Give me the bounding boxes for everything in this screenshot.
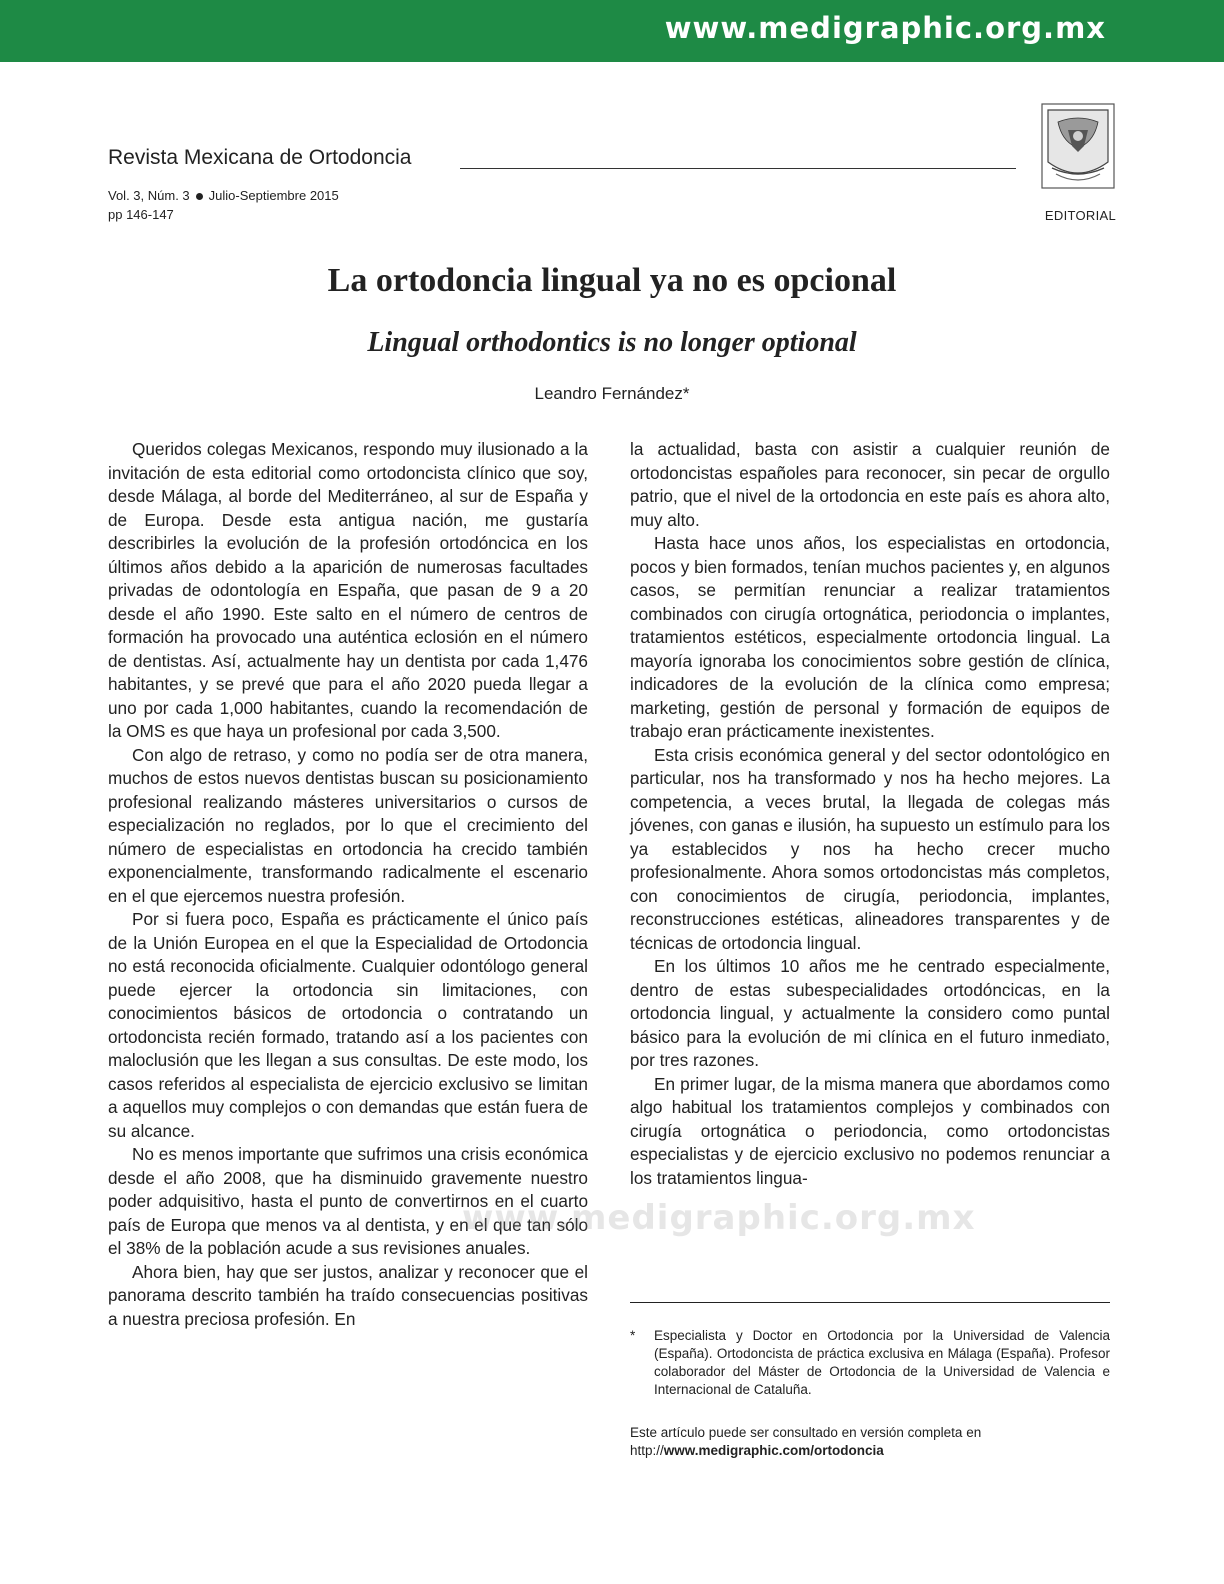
article-subtitle: Lingual orthodontics is no longer optional [367,327,857,358]
footnote-rule [630,1302,1110,1303]
paragraph: En primer lugar, de la misma manera que abordamos como algo habitual los tratamientos complejos y combinados con cirugía ortognática o periodoncia, como ortodoncistas especialistas y de ejercicio exclusivo no podemos renunciar a los tratamientos lingua- [630,1073,1110,1188]
footnote [630,1327,1110,1399]
university-seal-icon [1038,102,1118,190]
volume-number: Vol. 3, Núm. 3 [108,188,190,203]
access-text: Este artículo puede ser consultado en versión completa en [630,1425,982,1440]
paragraph-continuation: la actualidad, basta con asistir a cualquier reunión de ortodoncistas españoles para reconocer, sin pecar de orgullo patrio, que el nivel de la ortodoncia en este país es ahora alto, muy alto. [630,439,1110,530]
bullet-dot [196,193,203,200]
footnote-text: Especialista y Doctor en Ortodoncia por la Universidad de Valencia (España). Ortodoncista de práctica exclusiva en Málaga (España). Profesor colaborador del Máster de Ortodoncia de la Universidad de Valencia e Internacional de Cataluña. [654,1328,1110,1397]
issue-info [108,186,339,224]
paragraph: No es menos importante que sufrimos una crisis económica desde el año 2008, que ha disminuido gravemente nuestro poder adquisitivo, hasta el punto de convertirnos en el cuarto país de Europa que menos va al dentista, y en el que tan sólo el 38% de la población acude a sus revisiones anuales. [108,1144,588,1258]
access-link-prefix: http:// [630,1443,664,1458]
paragraph: Hasta hace unos años, los especialistas en ortodoncia, pocos y bien formados, tenían muchos pacientes y, en algunos casos, se permitían renunciar a realizar tratamientos combinados con cirugía ortognática, periodoncia o implantes, tratamientos estéticos, especialmente ortodoncia lingual. La mayoría ignoraba los conocimientos sobre gestión de clínica, indicadores de la evolución de la clínica como empresa; marketing, gestión de personal y formación de equipos de trabajo eran prácticamente inexistentes. [630,533,1110,741]
section-label: EDITORIAL [1044,208,1116,223]
banner-url[interactable]: www.medigraphic.org.mx [664,11,1106,45]
journal-rule [460,168,1016,169]
watermark: www.medigraphic.org.mx [462,1198,976,1238]
access-link-url[interactable]: www.medigraphic.com/ortodoncia [663,1443,884,1458]
paragraph: En los últimos 10 años me he centrado especialmente, dentro de estas subespecialidades ortodóncicas, en la ortodoncia lingual, y actualmente la considero como puntal básico para la evolución de mi clínica en el futuro inmediato, por tres razones. [630,956,1110,1070]
journal-name: Revista Mexicana de Ortodoncia [108,146,412,169]
paragraph: Esta crisis económica general y del sector odontológico en particular, nos ha transformado y nos ha hecho mejores. La competencia, a veces brutal, la llegada de colegas más jóvenes, con ganas e ilusión, ha supuesto un estímulo para los ya establecidos y nos ha hecho crecer mucho profesionalmente. Ahora somos ortodoncistas más completos, con conocimientos de cirugía, periodoncia, implantes, reconstrucciones estéticas, alineadores transparentes y de técnicas de ortodoncia lingual. [630,744,1110,953]
paragraph: Por si fuera poco, España es prácticamente el único país de la Unión Europea en el que la Especialidad de Ortodoncia no está reconocida oficialmente. Cualquier odontólogo general puede ejercer la ortodoncia sin limitaciones, con conocimientos básicos de ortodoncia o contratando un ortodoncista recién formado, tratando así a los pacientes con maloclusión que les llegan a sus consultas. De este modo, los casos referidos al especialista de ejercicio exclusivo se limitan a aquellos muy complejos o con demandas que están fuera de su alcance. [108,909,588,1141]
issue-date: Julio-Septiembre 2015 [208,188,339,203]
right-column [630,438,1110,1190]
page-range: pp 146-147 [108,207,174,222]
paragraph: Queridos colegas Mexicanos, respondo muy ilusionado a la invitación de esta editorial como ortodoncista clínico que soy, desde Málaga, al borde del Mediterráneo, al sur de España y de Europa. Desde esta antigua nación, me gustaría describirles la evolución de la profesión ortodóncica en los últimos años debido a la aparición de numerosas facultades privadas de odontología en España, que pasan de 9 a 20 desde el año 1990. Este salto en el número de centros de formación ha provocado una auténtica eclosión en el número de dentistas. Así, actualmente hay un dentista por cada 1,476 habitantes, y se prevé que para el año 2020 pueda llegar a uno por cada 1,000 habitantes, cuando la recomendación de la OMS es que haya un profesional por cada 3,500. [108,439,588,741]
access-link[interactable] [630,1442,1110,1460]
article-author: Leandro Fernández* [534,384,690,403]
top-banner [0,0,1224,62]
paragraph: Con algo de retraso, y como no podía ser de otra manera, muchos de estos nuevos dentistas buscan su posicionamiento profesional realizando másteres universitarios o cursos de especialización no reglados, por lo que el crecimiento del número de especialistas en ortodoncia ha crecido también exponencialmente, transformando radicalmente el escenario en el que ejercemos nuestra profesión. [108,744,588,906]
article-title: La ortodoncia lingual ya no es opcional [327,262,897,299]
access-note [630,1424,1110,1460]
footnote-mark: * [630,1328,636,1343]
paragraph: Ahora bien, hay que ser justos, analizar y reconocer que el panorama descrito también ha traído consecuencias positivas a nuestra preciosa profesión. En [108,1261,588,1329]
